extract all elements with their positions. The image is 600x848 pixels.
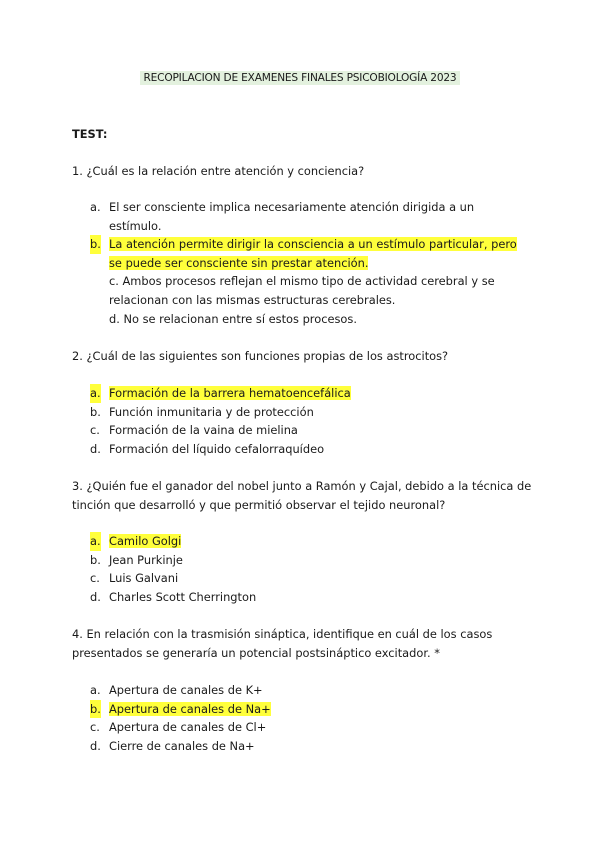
option-letter: a. <box>90 532 101 551</box>
question-4: 4. En relación con la trasmisión sináptica, identifique en cuál de los casos presentados se generaría un potencial postsináptico excitador. * <box>72 627 493 660</box>
question-3-option-a <box>90 532 530 551</box>
option-letter: d. <box>90 738 101 753</box>
option-text: Formación de la vaina de mielina <box>109 423 298 438</box>
question-2-option-d <box>90 440 530 459</box>
question-4-option-c <box>90 718 530 737</box>
option-text: Apertura de canales de Cl+ <box>109 720 267 735</box>
question-1-option-c <box>90 272 530 309</box>
option-text: Cierre de canales de Na+ <box>109 738 255 753</box>
option-text: Función inmunitaria y de protección <box>109 404 314 419</box>
option-text: Luis Galvani <box>109 571 179 586</box>
question-4-options <box>90 681 530 755</box>
question-2-option-c <box>90 421 530 440</box>
option-letter: b. <box>90 235 101 254</box>
option-text-highlighted: Apertura de canales de Na+ <box>109 701 271 716</box>
option-text-highlighted: Formación de la barrera hematoencefálica <box>109 386 351 400</box>
option-letter: b. <box>90 552 101 567</box>
option-text: Apertura de canales de K+ <box>109 683 263 697</box>
option-text: Jean Purkinje <box>109 552 183 567</box>
option-letter: a. <box>90 384 101 403</box>
option-text: d. No se relacionan entre sí estos procesos. <box>109 311 357 326</box>
option-letter: d. <box>90 589 101 604</box>
question-3-option-c <box>90 569 530 588</box>
option-letter: b. <box>90 700 101 719</box>
option-letter: a. <box>90 200 101 214</box>
option-text: El ser consciente implica necesariamente atención dirigida a un estímulo. <box>109 200 475 233</box>
question-1-options <box>90 198 530 328</box>
title-container <box>0 70 600 85</box>
question-2-option-a <box>90 384 530 403</box>
question-3: 3. ¿Quién fue el ganador del nobel junto a Ramón y Cajal, debido a la técnica de tinción que desarrolló y que permitió observar el tejido neuronal? <box>72 479 532 512</box>
question-2-option-b <box>90 403 530 422</box>
option-letter: b. <box>90 404 101 419</box>
question-3-option-b <box>90 551 530 570</box>
option-letter: c. <box>90 571 100 586</box>
question-1: 1. ¿Cuál es la relación entre atención y conciencia? <box>72 164 365 178</box>
question-4-option-d <box>90 737 530 756</box>
document-title: RECOPILACION DE EXAMENES FINALES PSICOBIOLOGÍA 2023 <box>140 71 461 85</box>
option-text: Charles Scott Cherrington <box>109 589 257 604</box>
question-4-option-a <box>90 681 530 700</box>
question-1-option-b <box>90 235 530 272</box>
question-2-options <box>90 384 530 458</box>
option-text-highlighted: Camilo Golgi <box>109 534 182 548</box>
question-4-option-b <box>90 700 530 719</box>
option-text: c. Ambos procesos reflejan el mismo tipo de actividad cerebral y se relacionan con las mismas estructuras cerebrales. <box>109 274 495 307</box>
question-3-option-d <box>90 588 530 607</box>
option-letter: c. <box>90 720 100 735</box>
option-letter: d. <box>90 441 101 456</box>
option-text: Formación del líquido cefalorraquídeo <box>109 441 325 456</box>
option-letter: c. <box>90 423 100 438</box>
question-1-option-d <box>90 310 530 329</box>
question-2: 2. ¿Cuál de las siguientes son funciones propias de los astrocitos? <box>72 349 449 363</box>
question-1-option-a <box>90 198 530 235</box>
section-label: TEST: <box>72 127 108 141</box>
option-letter: a. <box>90 683 101 697</box>
question-3-options <box>90 532 530 606</box>
option-text-highlighted: La atención permite dirigir la consciencia a un estímulo particular, pero se puede ser consciente sin prestar atención. <box>109 237 517 270</box>
